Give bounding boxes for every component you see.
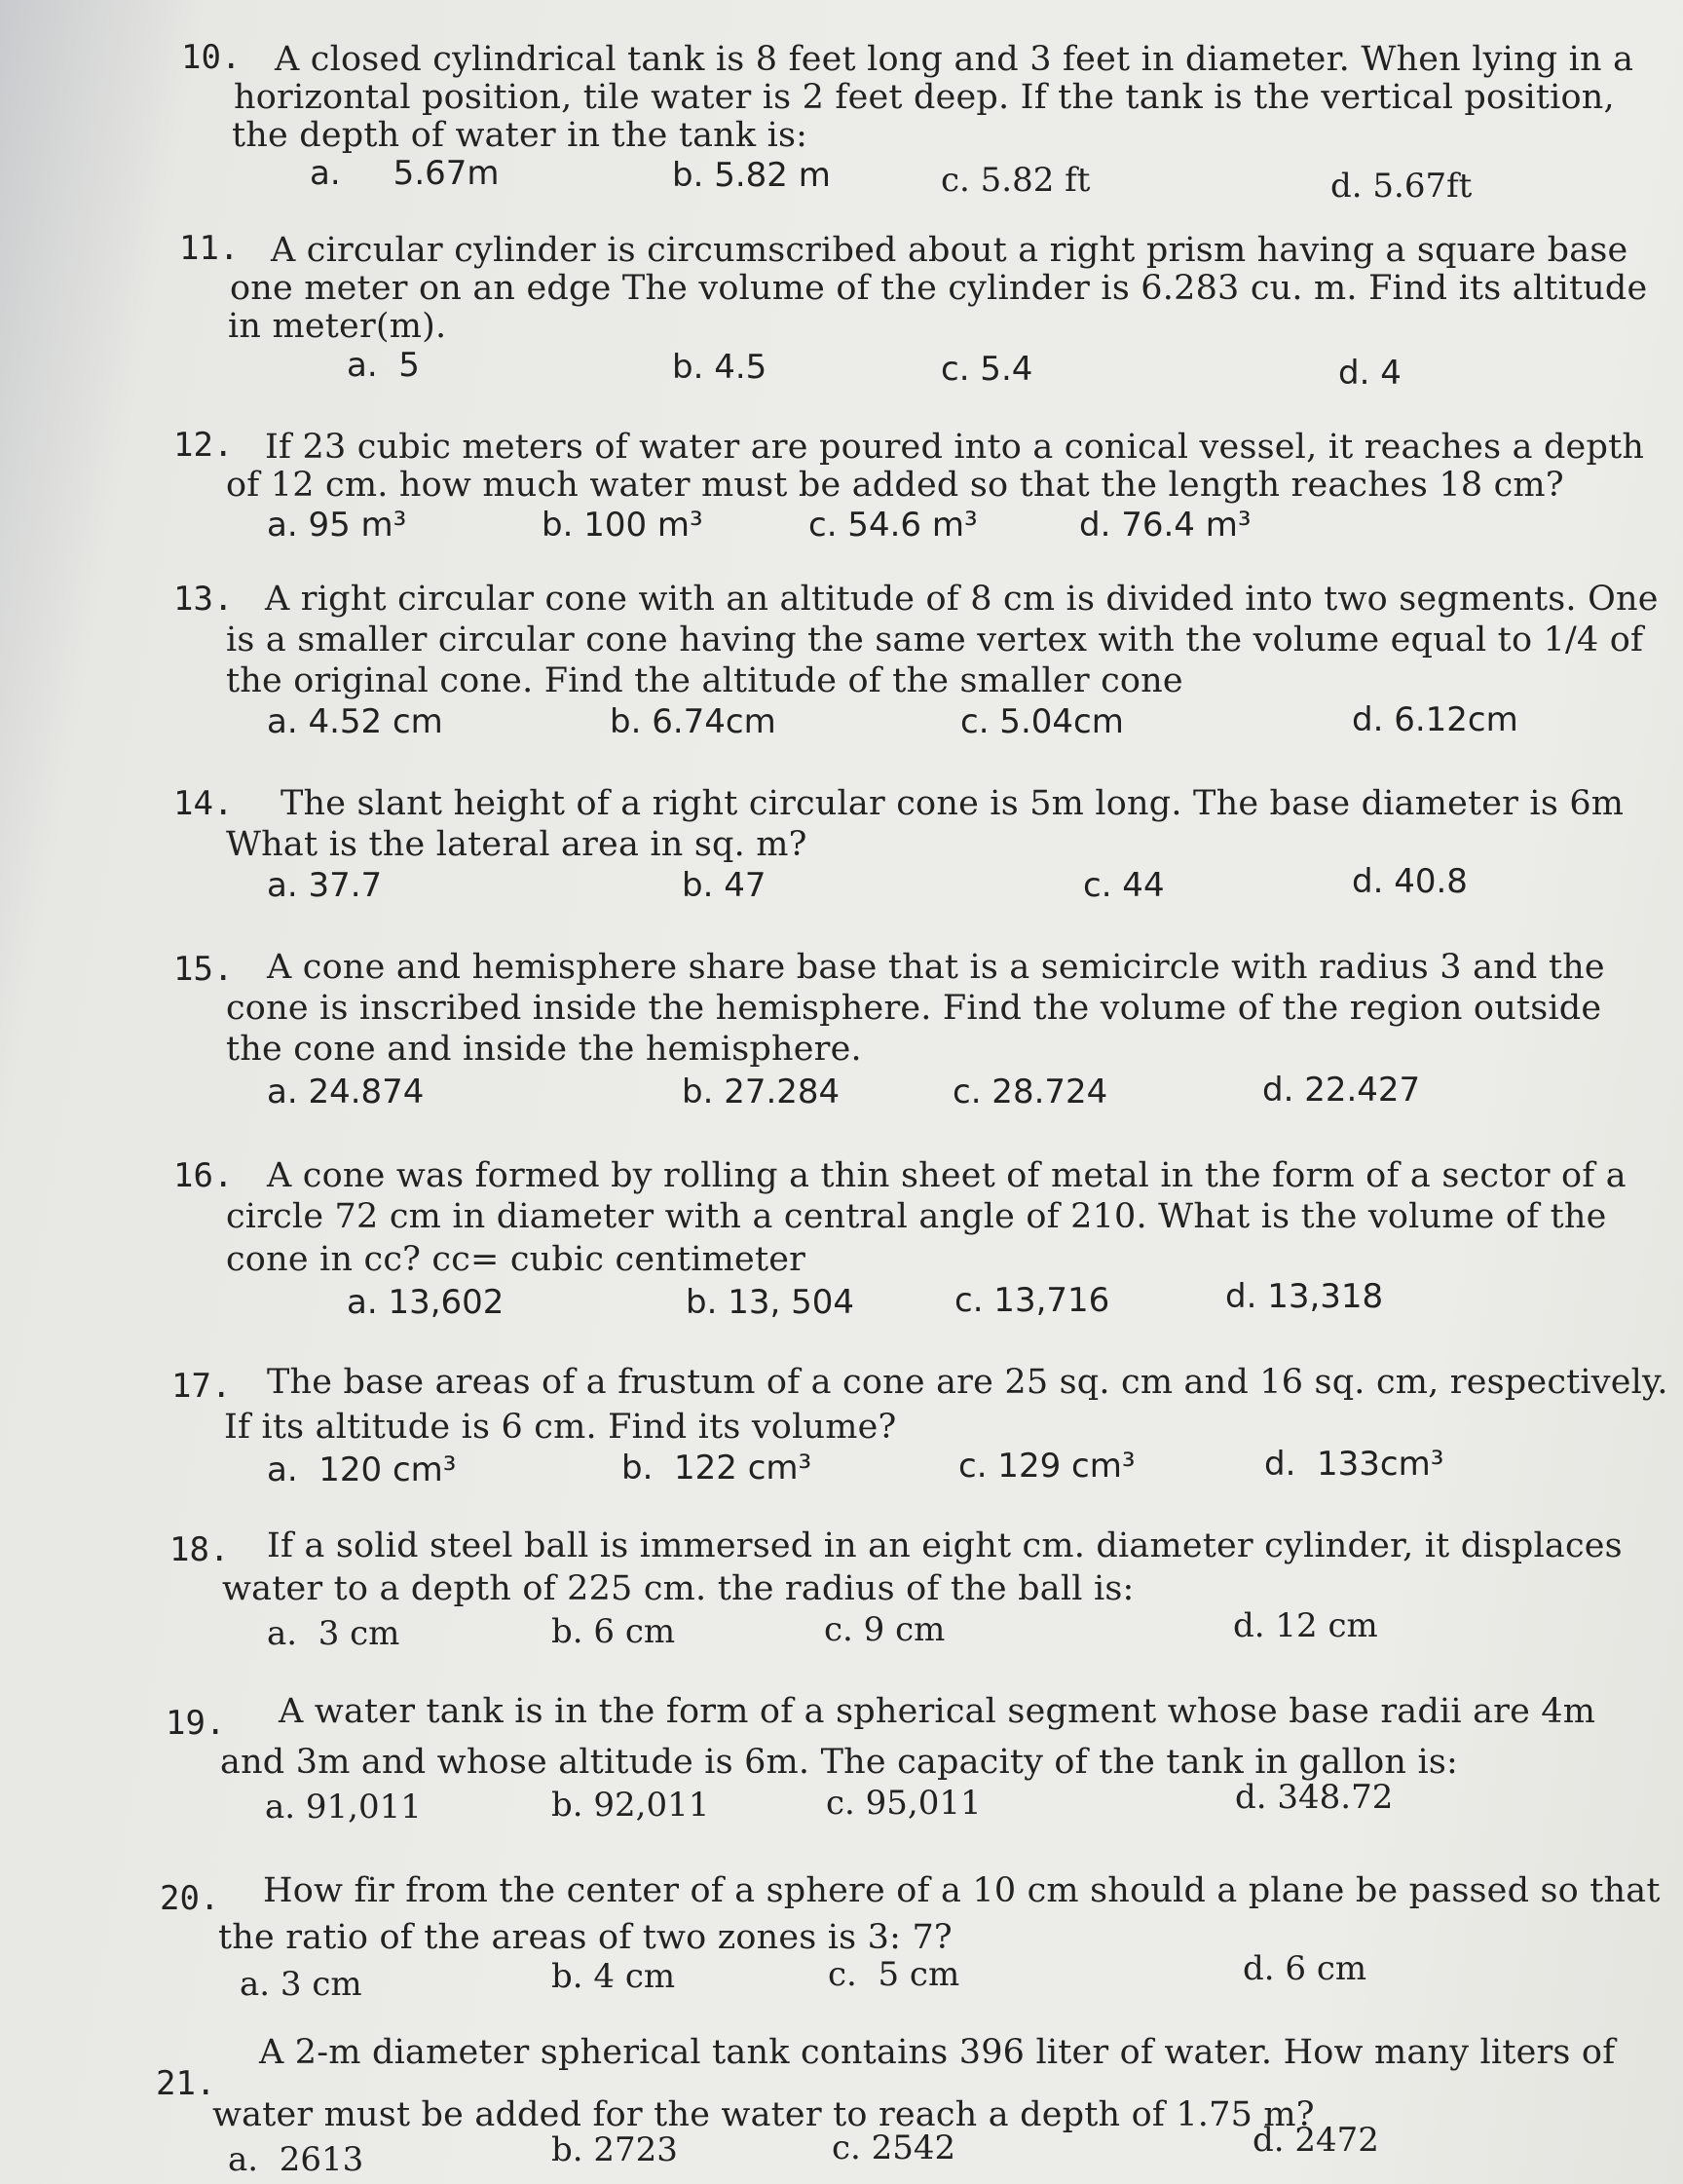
option-d: d. 4 bbox=[1338, 354, 1402, 393]
question-text-line: If its altitude is 6 cm. Find its volume? bbox=[224, 1408, 897, 1447]
option-c: c. 5 cm bbox=[828, 1955, 960, 1994]
question-text-line: The slant height of a right circular cone is 5m long. The base diameter is 6m bbox=[280, 784, 1625, 823]
question-text-line: the original cone. Find the altitude of the smaller cone bbox=[226, 661, 1183, 700]
question-number: 18. bbox=[169, 1530, 230, 1569]
question-text-line: A right circular cone with an altitude of 8 cm is divided into two segments. One bbox=[265, 580, 1659, 619]
question-text-line: the ratio of the areas of two zones is 3: 7? bbox=[218, 1918, 953, 1957]
option-b: b. 4 cm bbox=[551, 1957, 676, 1996]
option-b: b. 6.74cm bbox=[610, 702, 776, 741]
question-text-line: If a solid steel ball is immersed in an eight cm. diameter cylinder, it displaces bbox=[267, 1526, 1623, 1565]
option-d: d. 6.12cm bbox=[1352, 700, 1518, 739]
option-b: b. 2723 bbox=[551, 2130, 678, 2169]
option-c: c. 13,716 bbox=[954, 1281, 1110, 1320]
question-number: 12. bbox=[173, 426, 234, 465]
option-c: c. 28.724 bbox=[953, 1073, 1108, 1111]
option-b: b. 13, 504 bbox=[686, 1283, 854, 1322]
question-text-line: What is the lateral area in sq. m? bbox=[226, 825, 807, 864]
option-a: a. 3 cm bbox=[240, 1965, 362, 2004]
question-number: 11. bbox=[179, 229, 240, 268]
option-c: c. 5.82 ft bbox=[941, 161, 1091, 200]
question-number: 20. bbox=[160, 1879, 220, 1918]
option-a: a. 5.67m bbox=[310, 154, 500, 193]
question-text-line: the cone and inside the hemisphere. bbox=[226, 1030, 862, 1069]
option-c: c. 5.4 bbox=[941, 350, 1033, 389]
option-d: d. 13,318 bbox=[1225, 1277, 1384, 1316]
question-text-line: one meter on an edge The volume of the cylinder is 6.283 cu. m. Find its altitude bbox=[230, 269, 1648, 308]
option-b: b. 6 cm bbox=[551, 1612, 676, 1651]
option-b: b. 4.5 bbox=[672, 348, 767, 387]
option-c: c. 2542 bbox=[832, 2128, 956, 2167]
question-text-line: cone is inscribed inside the hemisphere. Find the volume of the region outside bbox=[226, 989, 1602, 1028]
option-a: a. 2613 bbox=[228, 2140, 364, 2179]
question-number: 10. bbox=[181, 38, 242, 77]
question-number: 21. bbox=[156, 2064, 216, 2103]
option-b: b. 5.82 m bbox=[672, 156, 831, 195]
option-a: a. 4.52 cm bbox=[267, 702, 443, 741]
option-d: d. 5.67ft bbox=[1330, 167, 1473, 206]
option-a: a. 91,011 bbox=[265, 1788, 422, 1826]
option-a: a. 3 cm bbox=[267, 1614, 400, 1653]
question-text-line: The base areas of a frustum of a cone are 25 sq. cm and 16 sq. cm, respectively. bbox=[267, 1363, 1668, 1402]
question-number: 17. bbox=[171, 1367, 232, 1406]
option-c: c. 5.04cm bbox=[960, 702, 1124, 741]
question-text-line: in meter(m). bbox=[228, 307, 447, 346]
question-text-line: If 23 cubic meters of water are poured into a conical vessel, it reaches a depth bbox=[265, 428, 1645, 467]
option-d: d. 40.8 bbox=[1352, 862, 1468, 901]
question-text-line: A cone was formed by rolling a thin sheet of metal in the form of a sector of a bbox=[267, 1156, 1627, 1195]
option-c: c. 129 cm³ bbox=[958, 1447, 1136, 1486]
option-d: d. 12 cm bbox=[1233, 1606, 1378, 1645]
question-text-line: water must be added for the water to reach a depth of 1.75 m? bbox=[212, 2095, 1315, 2134]
question-text-line: is a smaller circular cone having the same vertex with the volume equal to 1/4 of bbox=[226, 621, 1644, 659]
option-d: d. 76.4 m³ bbox=[1079, 506, 1252, 545]
option-b: b. 92,011 bbox=[551, 1786, 710, 1825]
option-b: b. 47 bbox=[682, 866, 767, 905]
question-number: 13. bbox=[173, 580, 234, 619]
option-c: c. 9 cm bbox=[824, 1610, 946, 1649]
option-d: d. 133cm³ bbox=[1264, 1445, 1444, 1484]
question-text-line: A cone and hemisphere share base that is a semicircle with radius 3 and the bbox=[267, 948, 1605, 987]
question-number: 19. bbox=[166, 1704, 226, 1743]
option-d: d. 22.427 bbox=[1262, 1071, 1421, 1110]
question-text-line: cone in cc? cc= cubic centimeter bbox=[226, 1240, 806, 1279]
option-c: c. 95,011 bbox=[826, 1784, 982, 1823]
question-number: 16. bbox=[173, 1156, 234, 1195]
question-text-line: How fir from the center of a sphere of a 10 cm should a plane be passed so that bbox=[263, 1871, 1661, 1910]
question-text-line: horizontal position, tile water is 2 feet deep. If the tank is the vertical position, bbox=[234, 78, 1615, 117]
option-b: b. 100 m³ bbox=[542, 506, 703, 545]
option-b: b. 122 cm³ bbox=[621, 1449, 812, 1487]
option-a: a. 37.7 bbox=[267, 866, 383, 905]
option-c: c. 44 bbox=[1083, 866, 1165, 905]
option-b: b. 27.284 bbox=[682, 1073, 841, 1111]
question-text-line: A 2-m diameter spherical tank contains 396 liter of water. How many liters of bbox=[259, 2033, 1616, 2072]
option-a: a. 13,602 bbox=[347, 1283, 505, 1322]
question-text-line: circle 72 cm in diameter with a central angle of 210. What is the volume of the bbox=[226, 1197, 1607, 1236]
option-a: a. 120 cm³ bbox=[267, 1450, 457, 1489]
option-a: a. 95 m³ bbox=[267, 506, 407, 545]
option-d: d. 6 cm bbox=[1243, 1949, 1367, 1988]
question-text-line: A circular cylinder is circumscribed about a right prism having a square base bbox=[271, 231, 1628, 270]
option-a: a. 5 bbox=[347, 346, 420, 385]
question-text-line: the depth of water in the tank is: bbox=[232, 116, 808, 155]
question-text-line: A water tank is in the form of a spherical segment whose base radii are 4m bbox=[279, 1692, 1596, 1731]
option-d: d. 348.72 bbox=[1235, 1778, 1394, 1817]
question-text-line: of 12 cm. how much water must be added so that the length reaches 18 cm? bbox=[226, 466, 1564, 505]
question-text-line: water to a depth of 225 cm. the radius of the ball is: bbox=[222, 1569, 1135, 1608]
option-d: d. 2472 bbox=[1253, 2121, 1379, 2160]
question-number: 15. bbox=[173, 950, 234, 989]
question-number: 14. bbox=[173, 784, 234, 823]
question-text-line: A closed cylindrical tank is 8 feet long and 3 feet in diameter. When lying in a bbox=[275, 40, 1634, 79]
question-text-line: and 3m and whose altitude is 6m. The capacity of the tank in gallon is: bbox=[220, 1743, 1459, 1782]
option-c: c. 54.6 m³ bbox=[808, 506, 978, 545]
option-a: a. 24.874 bbox=[267, 1073, 425, 1111]
